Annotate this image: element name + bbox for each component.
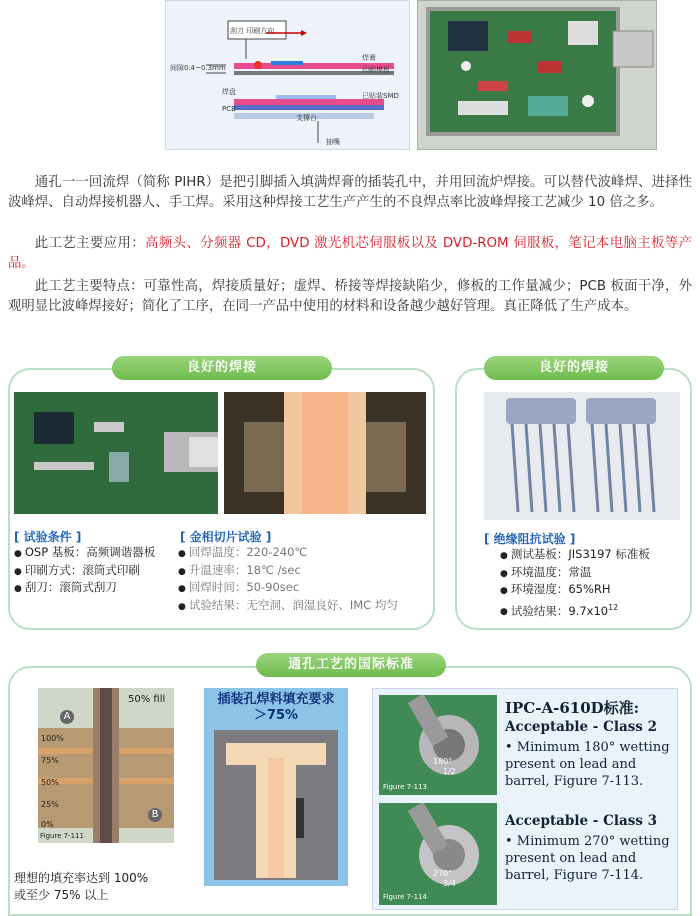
figure-7-114-label: Figure 7-114 (383, 893, 427, 901)
intro-paragraph-2-highlight: 高频头、分频器 CD，DVD 激光机芯伺服板以及 DVD-ROM 伺服板，笔记本电脑主板等产品。 (8, 236, 693, 271)
list-item: ● 印刷方式：滚筒式印刷 (14, 563, 155, 581)
insulation-result: 试验结果：9.7x10 (510, 603, 609, 618)
fill-requirement-title-line1: 插装孔焊料填充要求 (217, 692, 335, 707)
pct-0: 0% (41, 820, 54, 829)
diagram-label-vacuum: 抽嘴 (326, 138, 340, 146)
list-item (500, 600, 650, 621)
fill-requirement-title-line2: ＞75% (253, 708, 299, 723)
class2-drawing (379, 695, 497, 795)
insulation-board-drawing (484, 392, 680, 520)
stencil-printing-diagram (165, 0, 410, 150)
pct-25: 25% (41, 800, 59, 809)
insulation-test-title: [ 绝缘阻抗试验 ] (484, 532, 576, 546)
pct-50: 50% (41, 778, 59, 787)
ipc-standard-figure (372, 688, 678, 910)
list-item: ● 环境温度：常温 (500, 565, 650, 583)
diagram-label-smd: 已贴装SMD (362, 92, 399, 100)
panel-left-ribbon: 良好的焊接 (112, 356, 332, 380)
diagram-label-pad: 焊盘 (222, 88, 236, 96)
class3-angle-label: 270° (433, 869, 453, 878)
class3-solder-photo (379, 803, 497, 905)
figure-7-113-label: Figure 7-113 (383, 783, 427, 791)
insulation-result-exponent: 12 (608, 602, 619, 612)
list-item: ● 刮刀：滚筒式刮刀 (14, 580, 155, 598)
insulation-test-board-photo (484, 392, 680, 520)
tuner-closeup-drawing (14, 392, 218, 514)
bottom-panel-ribbon: 通孔工艺的国际标准 (256, 653, 446, 677)
metallographic-section-photo (224, 392, 426, 514)
ipc-heading: IPC-A-610D标准: (505, 699, 640, 717)
panel-right-ribbon: 良好的焊接 (484, 356, 664, 380)
test-conditions-list (14, 545, 155, 598)
list-item: ● 试验结果：无空洞、润湿良好、IMC 均匀 (178, 598, 398, 616)
metallographic-test-list (178, 545, 398, 615)
diagram-drawing (166, 1, 411, 151)
intro-paragraph-2-prefix: 此工艺主要应用： (34, 236, 146, 251)
insulation-test-list (500, 547, 650, 621)
diagram-label-paste: 焊膏 (362, 54, 376, 62)
list-item: ● 回焊时间：50-90sec (178, 580, 398, 598)
figure-7-111-label: Figure 7-111 (40, 832, 84, 840)
list-item: ● 升温速率：18℃ /sec (178, 563, 398, 581)
class2-text: • Minimum 180° wetting present on lead and barrel, Figure 7-113. (505, 740, 670, 789)
diagram-label-stencil: 印刷模板 (362, 66, 390, 74)
list-item: ● 环境湿度：65%RH (500, 582, 650, 600)
list-item: ● 测试基板：JIS3197 标准板 (500, 547, 650, 565)
diagram-label-pcb: PCB (222, 105, 236, 113)
pct-100: 100% (41, 734, 64, 743)
intro-paragraph-3: 此工艺主要特点：可靠性高，焊接质量好；虚焊、桥接等焊接缺陷少，修板的工作量减少；PCB 板面干净，外观明显比波峰焊接好；简化了工序，在同一产品中使用的材料和设备越少越好管理。真正降低了生产成本。 (8, 279, 692, 314)
tuner-board-photo (417, 0, 657, 150)
section-drawing (224, 392, 426, 514)
class2-angle-label: 180° (433, 757, 453, 766)
diagram-label-direction: 刮刀 印刷方向 (230, 27, 275, 35)
class2-solder-photo (379, 695, 497, 795)
class3-title: Acceptable - Class 3 (505, 813, 658, 829)
fill-requirement-title (204, 692, 348, 724)
intro-paragraph-2 (8, 234, 692, 274)
marker-a: A (60, 710, 74, 724)
tuner-board-closeup-photo (14, 392, 218, 514)
class3-fraction-label: 3/4 (443, 879, 456, 888)
class2-fraction-label: 1/2 (443, 767, 456, 776)
fill-rate-caption: 理想的填充率达到 100% 或至少 75% 以上 (14, 871, 149, 902)
fill-percentage-label: 50% fill (128, 694, 166, 705)
list-item: ● OSP 基板：高频调谐器板 (14, 545, 155, 563)
class3-text: • Minimum 270° wetting present on lead and barrel, Figure 7-114. (505, 834, 670, 883)
fill-requirement-figure (204, 688, 348, 886)
test-conditions-title: [ 试验条件 ] (14, 530, 82, 544)
hole-fill-cross-section-figure (38, 688, 174, 843)
intro-paragraph-1: 通孔一一回流焊（简称 PIHR）是把引脚插入填满焊膏的插装孔中，并用回流炉焊接。可以替代波峰焊、进择性波峰焊、自动焊接机器人、手工焊。采用这种焊接工艺生产产生的不良焊点率比波峰焊接工艺减少 10 倍之多。 (8, 175, 692, 210)
pct-75: 75% (41, 756, 59, 765)
tuner-board-drawing (418, 1, 657, 150)
diagram-label-support: 支撑台 (296, 114, 317, 122)
class3-drawing (379, 803, 497, 905)
metallographic-test-title: [ 金相切片试验 ] (180, 530, 272, 544)
diagram-label-gap: 间隙0.4~0.3mm (170, 64, 226, 72)
list-item: ● 回焊温度：220-240℃ (178, 545, 398, 563)
marker-b: B (148, 808, 162, 822)
class2-title: Acceptable - Class 2 (505, 719, 658, 735)
